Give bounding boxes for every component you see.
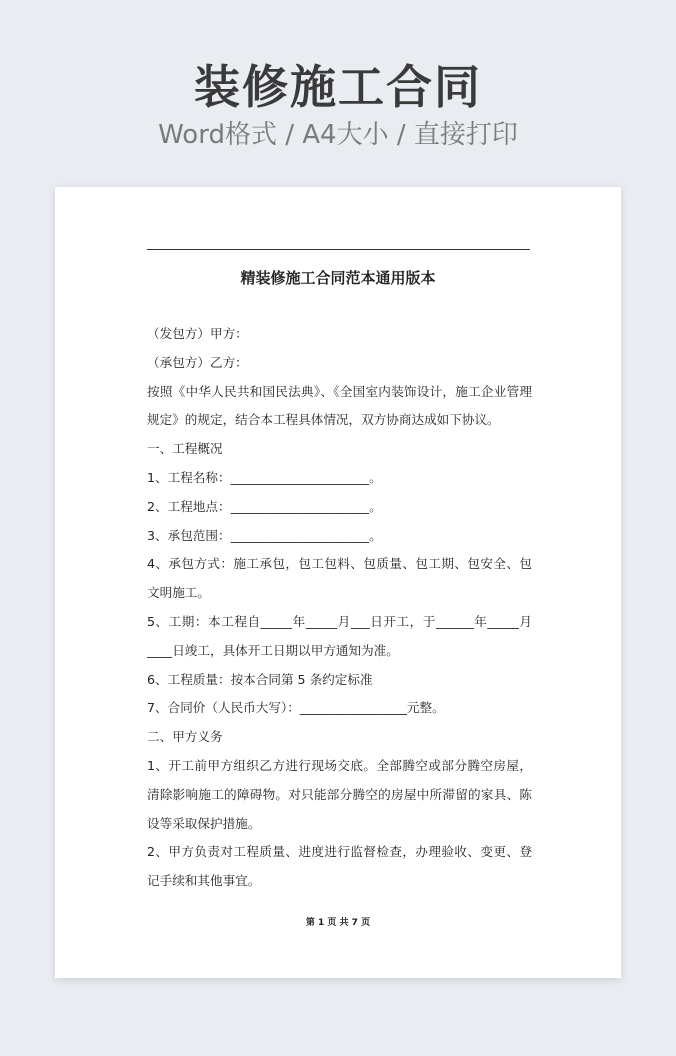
preamble-line: 按照《中华人民共和国民法典》、《全国室内装饰设计，施工企业管理 xyxy=(147,383,532,399)
clause-line: 4、承包方式：施工承包，包工包料、包质量、包工期、包安全、包 xyxy=(147,556,532,572)
clause-line: 记手续和其他事宜。 xyxy=(147,873,261,889)
clause-line: 2、甲方负责对工程质量、进度进行监督检查，办理验收、变更、登 xyxy=(147,844,532,860)
clause-line: 7、合同价（人民币大写）：_________________元整。 xyxy=(147,700,445,716)
section-heading: 一、工程概况 xyxy=(147,441,223,457)
clause-line: 清除影响施工的障碍物。对只能部分腾空的房屋中所滞留的家具、陈 xyxy=(147,786,532,802)
banner-subtitle: Word格式 / A4大小 / 直接打印 xyxy=(158,120,518,150)
party-a-line: （发包方）甲方： xyxy=(147,326,248,341)
clause-line: 3、承包范围：______________________。 xyxy=(147,527,382,543)
banner-title: 装修施工合同 xyxy=(194,60,482,114)
clause-line: 1、工程名称：______________________。 xyxy=(147,469,382,485)
document-title: 精装修施工合同范本通用版本 xyxy=(240,269,436,287)
clause-line: ____日竣工，具体开工日期以甲方通知为准。 xyxy=(147,642,399,658)
section-heading: 二、甲方义务 xyxy=(147,729,223,745)
clause-line: 2、工程地点：______________________。 xyxy=(147,498,382,514)
party-b-line: （承包方）乙方： xyxy=(147,354,248,370)
preamble-line: 规定》的规定，结合本工程具体情况，双方协商达成如下协议。 xyxy=(147,412,500,428)
clause-line: 5、工期：本工程自_____年_____月___日开工，于______年_____月 xyxy=(147,613,532,629)
document-page xyxy=(55,187,621,978)
clause-line: 6、工程质量：按本合同第 5 条约定标准 xyxy=(147,671,373,687)
header-rule xyxy=(147,249,530,250)
clause-line: 1、开工前甲方组织乙方进行现场交底。全部腾空或部分腾空房屋， xyxy=(147,757,532,773)
clause-line: 设等采取保护措施。 xyxy=(147,815,261,831)
clause-line: 文明施工。 xyxy=(147,585,210,601)
document-body xyxy=(147,320,532,896)
page-number-footer: 第 1 页 共 7 页 xyxy=(305,918,371,928)
